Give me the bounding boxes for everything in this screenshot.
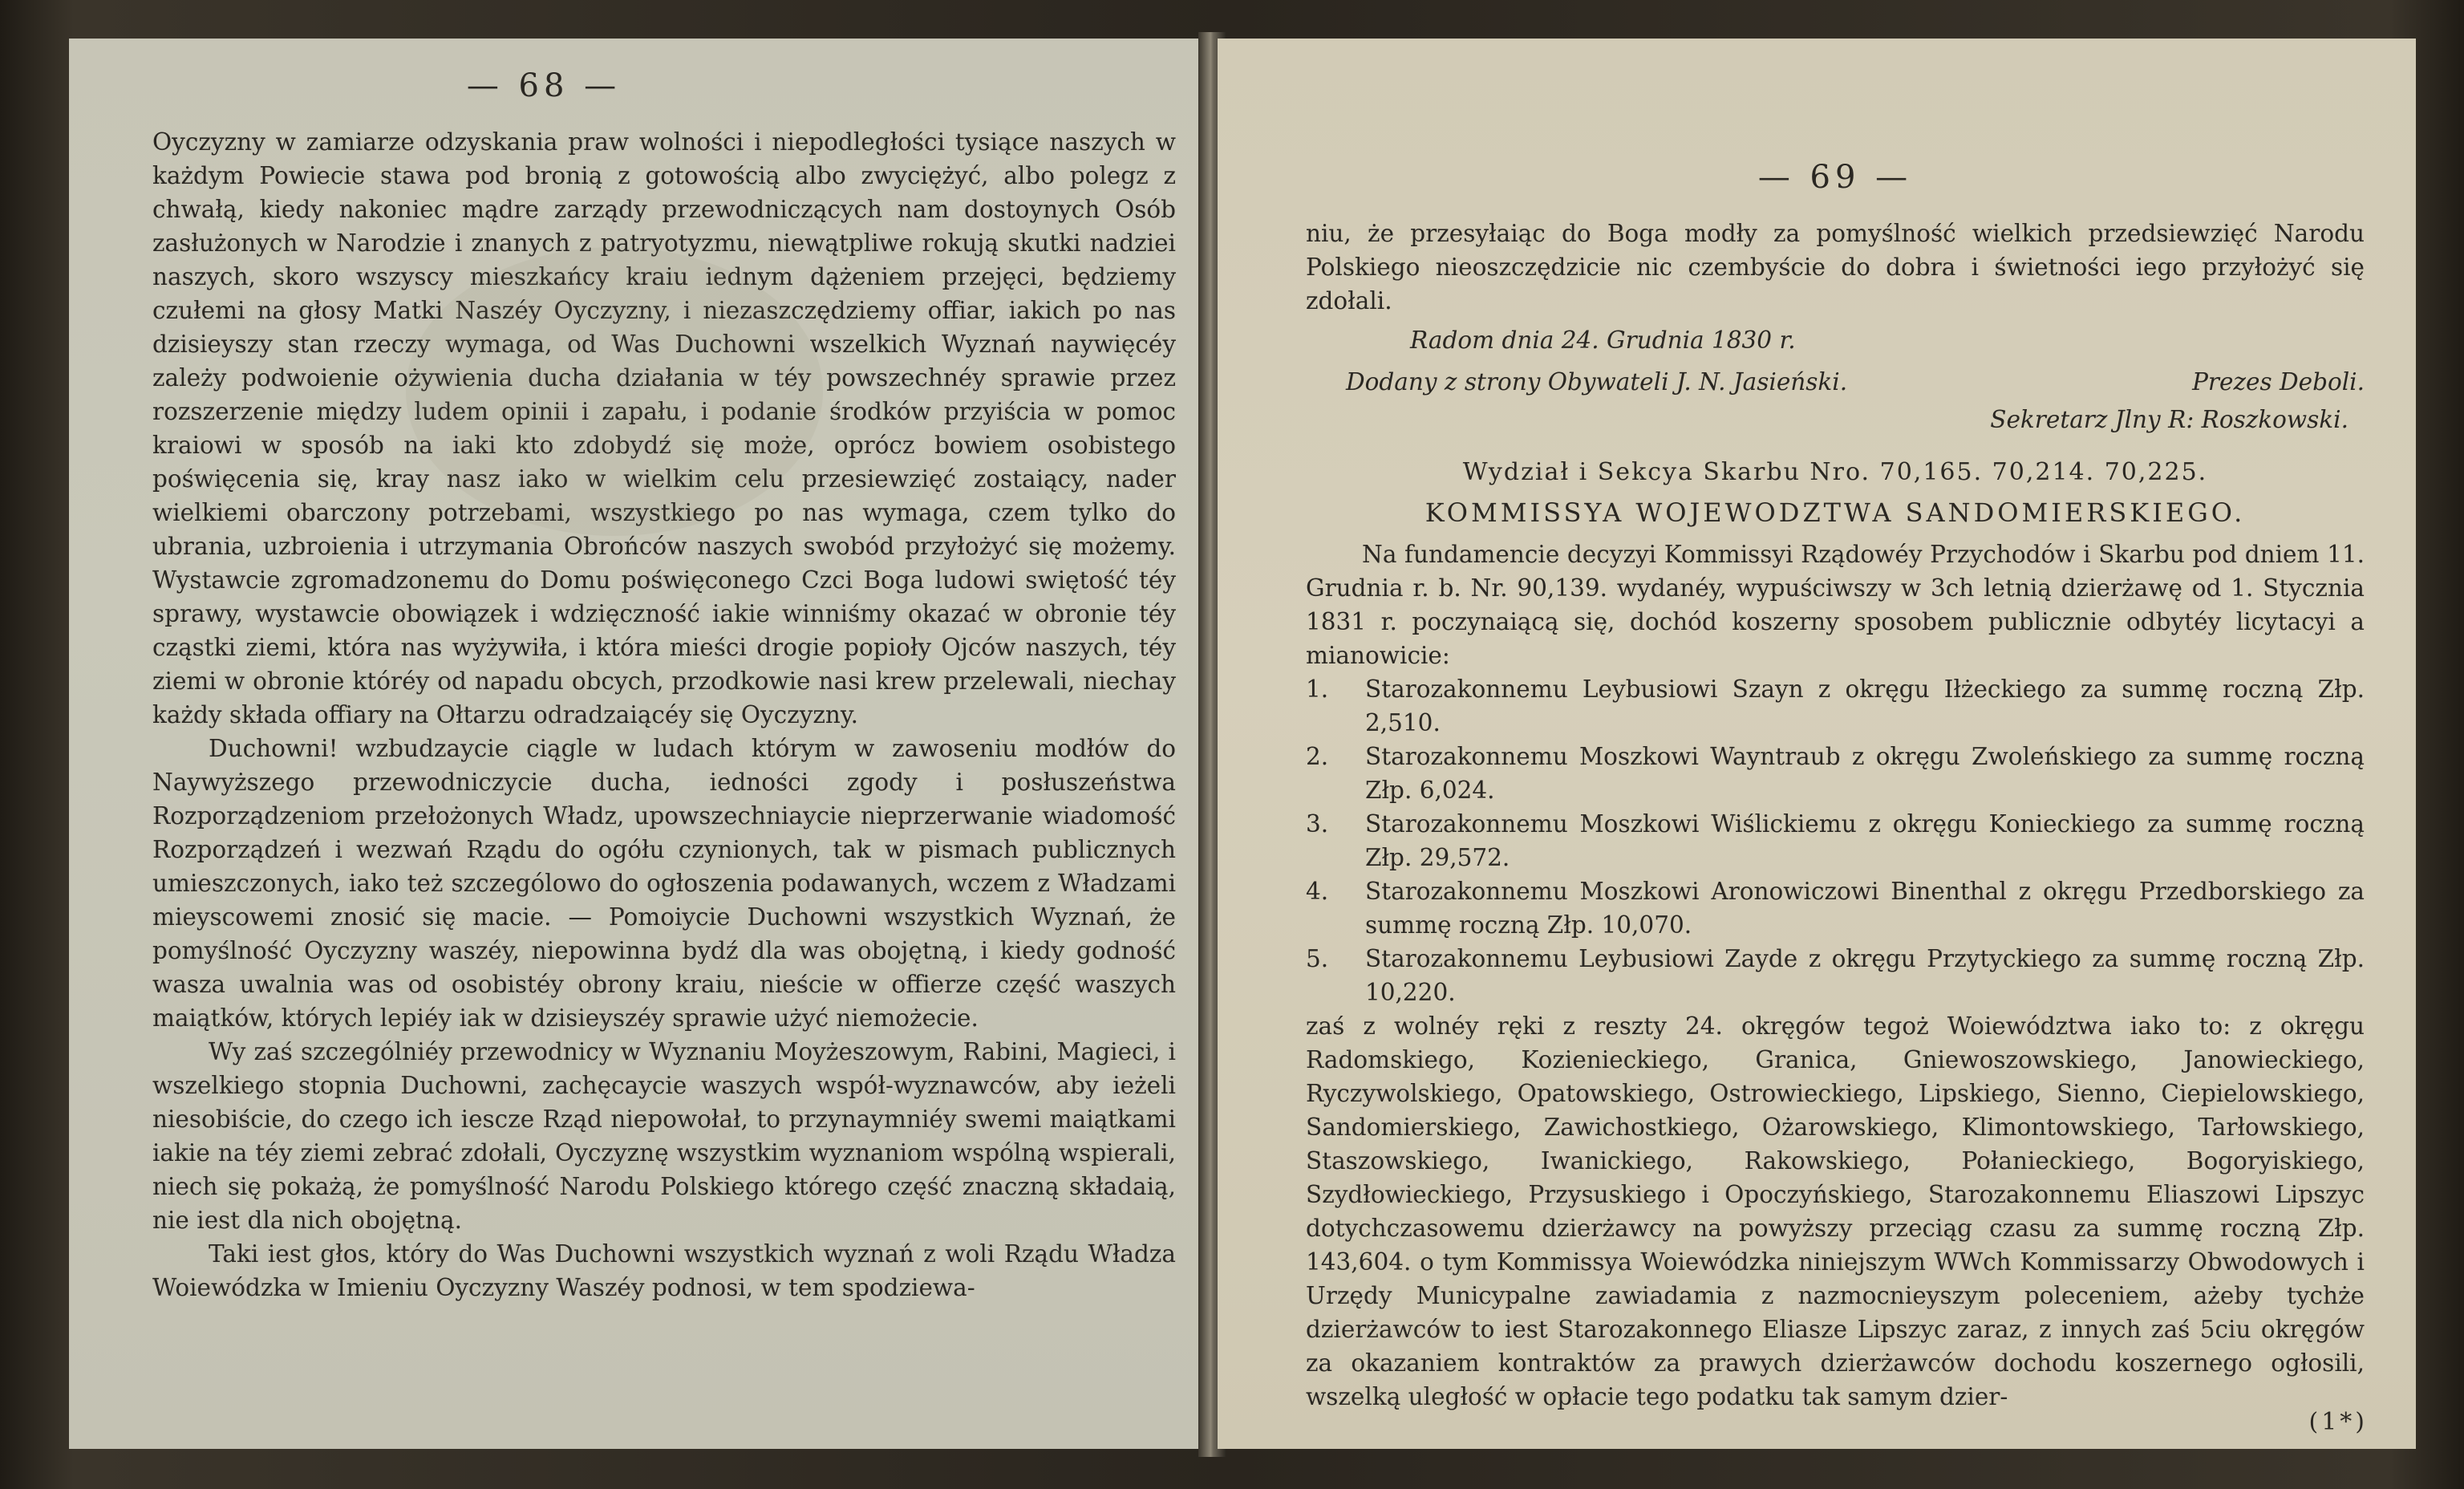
right-page (1218, 39, 2416, 1449)
signatory-right: Prezes Deboli. (2192, 368, 2365, 396)
paragraph: Taki iest głos, który do Was Duchowni wszystkich wyznań z woli Rządu Władza Woiewódzka w Imieniu Oyczyzny Waszéy podnosi, w tem spodziewa- (152, 1240, 1176, 1301)
closing-paragraph: zaś z wolnéy ręki z reszty 24. okręgów tegoż Woiewództwa iako to: z okręgu Radomskiego, Kozienieckiego, Granica, Gniewoszowskiego, Janowieckiego, Ryczywolskiego, Opatowskiego, Ostrowieckiego, Lipskiego, Sienno, Ciepielowskiego, Sandomierskiego, Zawichostkiego, Ożarowskiego, Klimontowskiego, Tarłowskiego, Staszowskiego, Iwanickiego, Rakowskiego, Połanieckiego, Bogoryiskiego, Szydłowieckiego, Przysuskiego i Opoczyńskiego, Starozakonnemu Eliaszowi Lipszyc dotychczasowemu dzierżawcy na powyższy przeciąg czasu za summę roczną Złp. 143,604. o tym Kommissya Woiewódzka niniejszym WWch Kommissarzy Obwodowych i Urzędy Municypalne zawiadamia z nazmocnieyszym poleceniem, ażeby tychże dzierżawców to iest Starozakonnego Eliasze Lipszyc zaraz, z innych zaś 5ciu okręgów za okazaniem kontraktów za prawych dzierżawców dochodu koszernego ogłosili, wszelką uległość w opłacie tego podatku tak samym dzier- (1306, 1012, 2365, 1410)
list-item: 3. Starozakonnemu Moszkowi Wiślickiemu z okręgu Konieckiego za summę roczną Złp. 29,572. (1306, 810, 2365, 871)
paragraph: Wy zaś szczególniéy przewodnicy w Wyznaniu Moyżeszowym, Rabini, Magieci, i wszelkiego stopnia Duchowni, zachęcaycie waszych współ-wyznawców, aby ieżeli niesobiście, do czego ich iescze Rząd niepowołał, to przynaymniéy swemi maiątkami iakie na téy ziemi zebrać zdołali, Oyczyznę wszystkim wyznaniom wspólną wspierali, niech się pokażą, że pomyślność Narodu Polskiego którego część znaczną składaią, nie iest dla nich obojętną. (152, 1038, 1176, 1234)
list-item: 5. Starozakonnemu Leybusiowi Zayde z okręgu Przytyckiego za summę roczną Złp. 10,220. (1306, 945, 2365, 1006)
paragraph: Duchowni! wzbudzaycie ciągle w ludach którym w zawoseniu modłów do Naywyższego przewodniczycie ducha, iedności zgody i posłuszeństwa Rozporządzeniom przełożonych Władz, upowszechniaycie nieprzerwanie wiadomość Rozporządzeń i wezwań Rządu do ogółu czynionych, tak w pismach publicznych umieszczonych, iako też szczególowo do ogłoszenia podawanych, wczem z Władzami mieyscowemi znosić się macie. — Pomoiycie Duchowni wszystkich Wyznań, że pomyślność Oyczyzny waszéy, niepowinna bydź dla was obojętną, i kiedy godność wasza uwalnia was od osobistéy obrony kraiu, nieście w offierze część waszych maiątków, których lepiéy iak w dzisieyszéy sprawie użyć niemożecie. (152, 735, 1176, 1032)
secretary-line: Sekretarz Jlny R: Roszkowski. (1990, 406, 2348, 433)
left-page (69, 39, 1208, 1449)
section-heading: Wydział i Sekcya Skarbu Nro. 70,165. 70,214. 70,225. (1462, 458, 2208, 486)
commission-heading: KOMMISSYA WOJEWODZTWA SANDOMIERSKIEGO. (1424, 497, 2246, 528)
lease-list (1306, 672, 2365, 1009)
page-number-left: — 68 — (466, 67, 622, 104)
signatory-left: Dodany z strony Obywateli J. N. Jasieński. (1346, 368, 1848, 396)
date-line: Radom dnia 24. Grudnia 1830 r. (1410, 327, 1796, 354)
page-number-right: — 69 — (1757, 159, 1913, 196)
right-page-text (1306, 217, 2365, 1414)
signature-line (1306, 363, 2365, 401)
paragraph: Oyczyzny w zamiarze odzyskania praw wolności i niepodległości tysiące naszych w każdym Powiecie stawa pod bronią z gotowością albo zwyciężyć, albo polegz z chwałą, kiedy nakoniec mądre zarządy przewodniczących nam dostoynych Osób zasłużonych w Narodzie i znanych z patryotyzmu, niewątpliwe rokują skutki nadziei naszych, skoro wszyscy mieszkańcy kraiu iednym dążeniem przejęci, będziemy czułemi na głosy Matki Naszéy Oyczyzny, i niezaszczędziemy offiar, iakich po nas dzisieyszy stan rzeczy wymaga, od Was Duchowni wszelkich Wyznań naywięcéy zależy podwoienie ożywienia ducha działania w téy powszechnéy sprawie przez rozszerzenie między ludem opinii i zapału, i podanie środków przyiścia w pomoc kraiowi w sposób na iaki kto zdobydź się może, oprócz bowiem osobistego poświęcenia się, kray nasz iako w wielkim celu przesiewzięć zostaiący, nader wielkiemi obarczony potrzebami, wszystkiego po nas wymaga, czem tylko do ubrania, uzbroienia i utrzymania Obrońców naszych swobód przyłożyć się możemy. Wystawcie zgromadzonemu do Domu poświęconego Czci Boga ludowi swiętość téy sprawy, wystawcie obowiązek i wdzięczność iakie winniśmy okazać w obronie téy cząstki ziemi, która nas wyżywiła, i która mieści drogie popioły Ojców naszych, téy ziemi w obronie któréy od napadu obcych, przodkowie nasi krew przelewali, niechay każdy składa offiary na Ołtarzu odradzaiącéy się Oyczyzny. (152, 128, 1176, 728)
list-item: 1. Starozakonnemu Leybusiowi Szayn z okręgu Iłżeckiego za summę roczną Złp. 2,510. (1306, 676, 2365, 736)
printer-signature-mark: (1*) (2308, 1408, 2368, 1436)
intro-paragraph: Na fundamencie decyzyi Kommissyi Rządowéy Przychodów i Skarbu pod dniem 11. Grudnia r. b. Nr. 90,139. wydanéy, wypuściwszy w 3ch letnią dzierżawę od 1. Stycznia 1831 r. poczynaiącą się, dochód koszerny sposobem publicznie odbytéy licytacyi a mianowicie: (1306, 541, 2365, 669)
opening-paragraph: niu, że przesyłaiąc do Boga modły za pomyślność wielkich przedsiewzięć Narodu Polskiego nieoszczędzicie nic czembyście do dobra i świetności iego przyłożyć się zdołali. (1306, 220, 2365, 314)
list-item: 4. Starozakonnemu Moszkowi Aronowiczowi Binenthal z okręgu Przedborskiego za summę roczną Złp. 10,070. (1306, 878, 2365, 939)
list-item: 2. Starozakonnemu Moszkowi Wayntraub z okręgu Zwoleńskiego za summę roczną Złp. 6,024. (1306, 743, 2365, 804)
paper-stain (406, 247, 823, 536)
